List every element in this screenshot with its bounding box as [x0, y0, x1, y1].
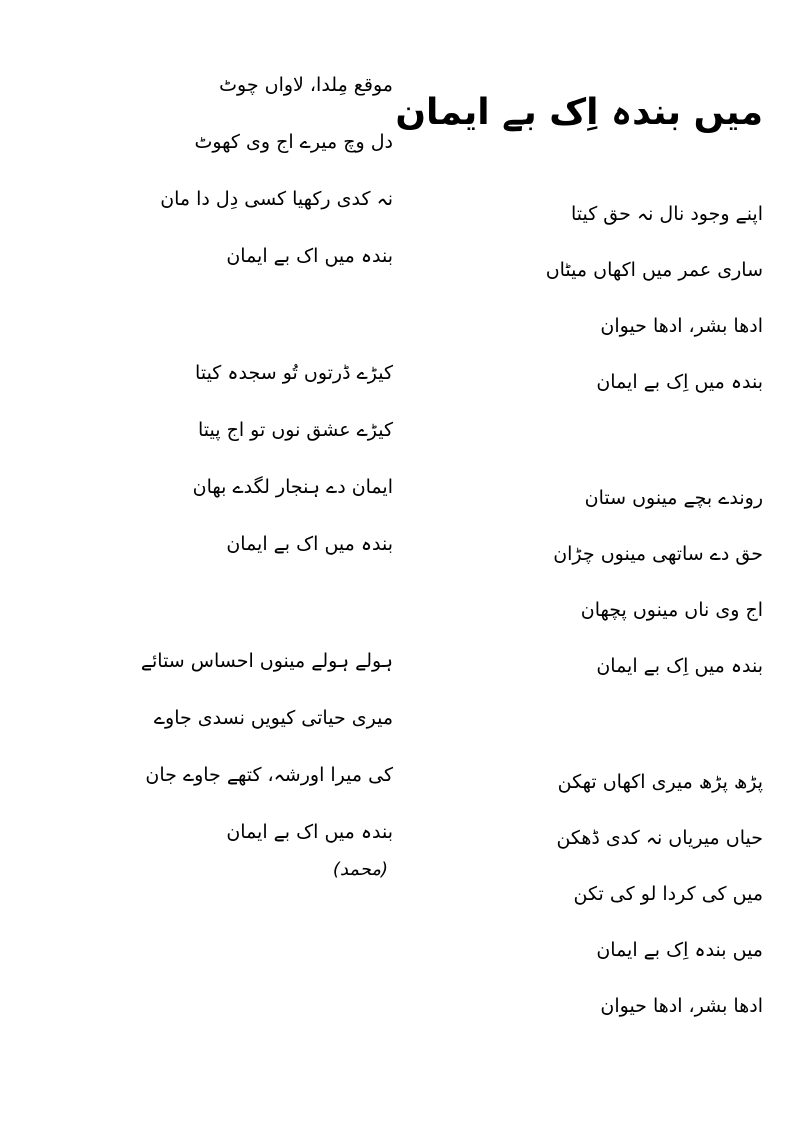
verse-line: حق دے ساتھی مینوں چڑان [553, 543, 763, 565]
verse-line: اج وی ناں مینوں پچھان [580, 599, 763, 621]
verse-line: ساری عمر میں اکھاں میٹاں [545, 259, 763, 281]
poem-title: میں بندہ اِک بے ایمان [395, 92, 763, 133]
verse-line: حیاں میریاں نہ کدی ڈھکن [556, 827, 763, 849]
verse-line: دل وچ میرے اج وی کھوٹ [194, 131, 393, 153]
stanza [473, 754, 763, 1034]
verse-line: بندہ میں اک بے ایمان [226, 533, 393, 555]
verse-line: ادھا بشر، ادھا حیوان [600, 995, 763, 1017]
stanza [113, 633, 393, 861]
verse-line: نہ کدی رکھیا کسی دِل دا مان [160, 188, 393, 210]
author-signature: (محمد) [332, 859, 388, 880]
verse-line: کیڑے ڈرتوں تُو سجدہ کیتا [195, 362, 393, 384]
verse-line: بندہ میں اک بے ایمان [226, 821, 393, 843]
verse-line: بندہ میں اِک بے ایمان [596, 371, 763, 393]
verse-line: کیڑے عشق نوں تو اج پیتا [198, 419, 393, 441]
stanza [473, 186, 763, 410]
verse-line: اپنے وجود نال نہ حق کیتا [570, 203, 763, 225]
stanza [113, 345, 393, 573]
verse-line: میری حیاتی کیویں نسدی جاوے [153, 707, 393, 729]
verse-line: ادھا بشر، ادھا حیوان [600, 315, 763, 337]
verse-line: روندے بچے مینوں ستان [584, 487, 763, 509]
verse-line: موقع مِلدا، لاواں چوٹ [219, 74, 393, 96]
verse-line: میں کی کردا لو کی تکن [573, 883, 763, 905]
verse-line: میں بندہ اِک بے ایمان [596, 939, 763, 961]
verse-line: پڑھ پڑھ میری اکھاں تھکن [557, 771, 763, 793]
verse-line: کی میرا اورشہ، کتھے جاوے جان [145, 764, 393, 786]
verse-line: بندہ میں اک بے ایمان [226, 245, 393, 267]
left-column [113, 57, 393, 861]
verse-line: ایمان دے ہنجار لگدے بھان [192, 476, 393, 498]
verse-line: بندہ میں اِک بے ایمان [596, 655, 763, 677]
stanza [473, 470, 763, 694]
right-column [473, 186, 763, 1034]
verse-line: ہولے ہولے مینوں احساس ستائے [140, 650, 393, 672]
stanza [113, 57, 393, 285]
